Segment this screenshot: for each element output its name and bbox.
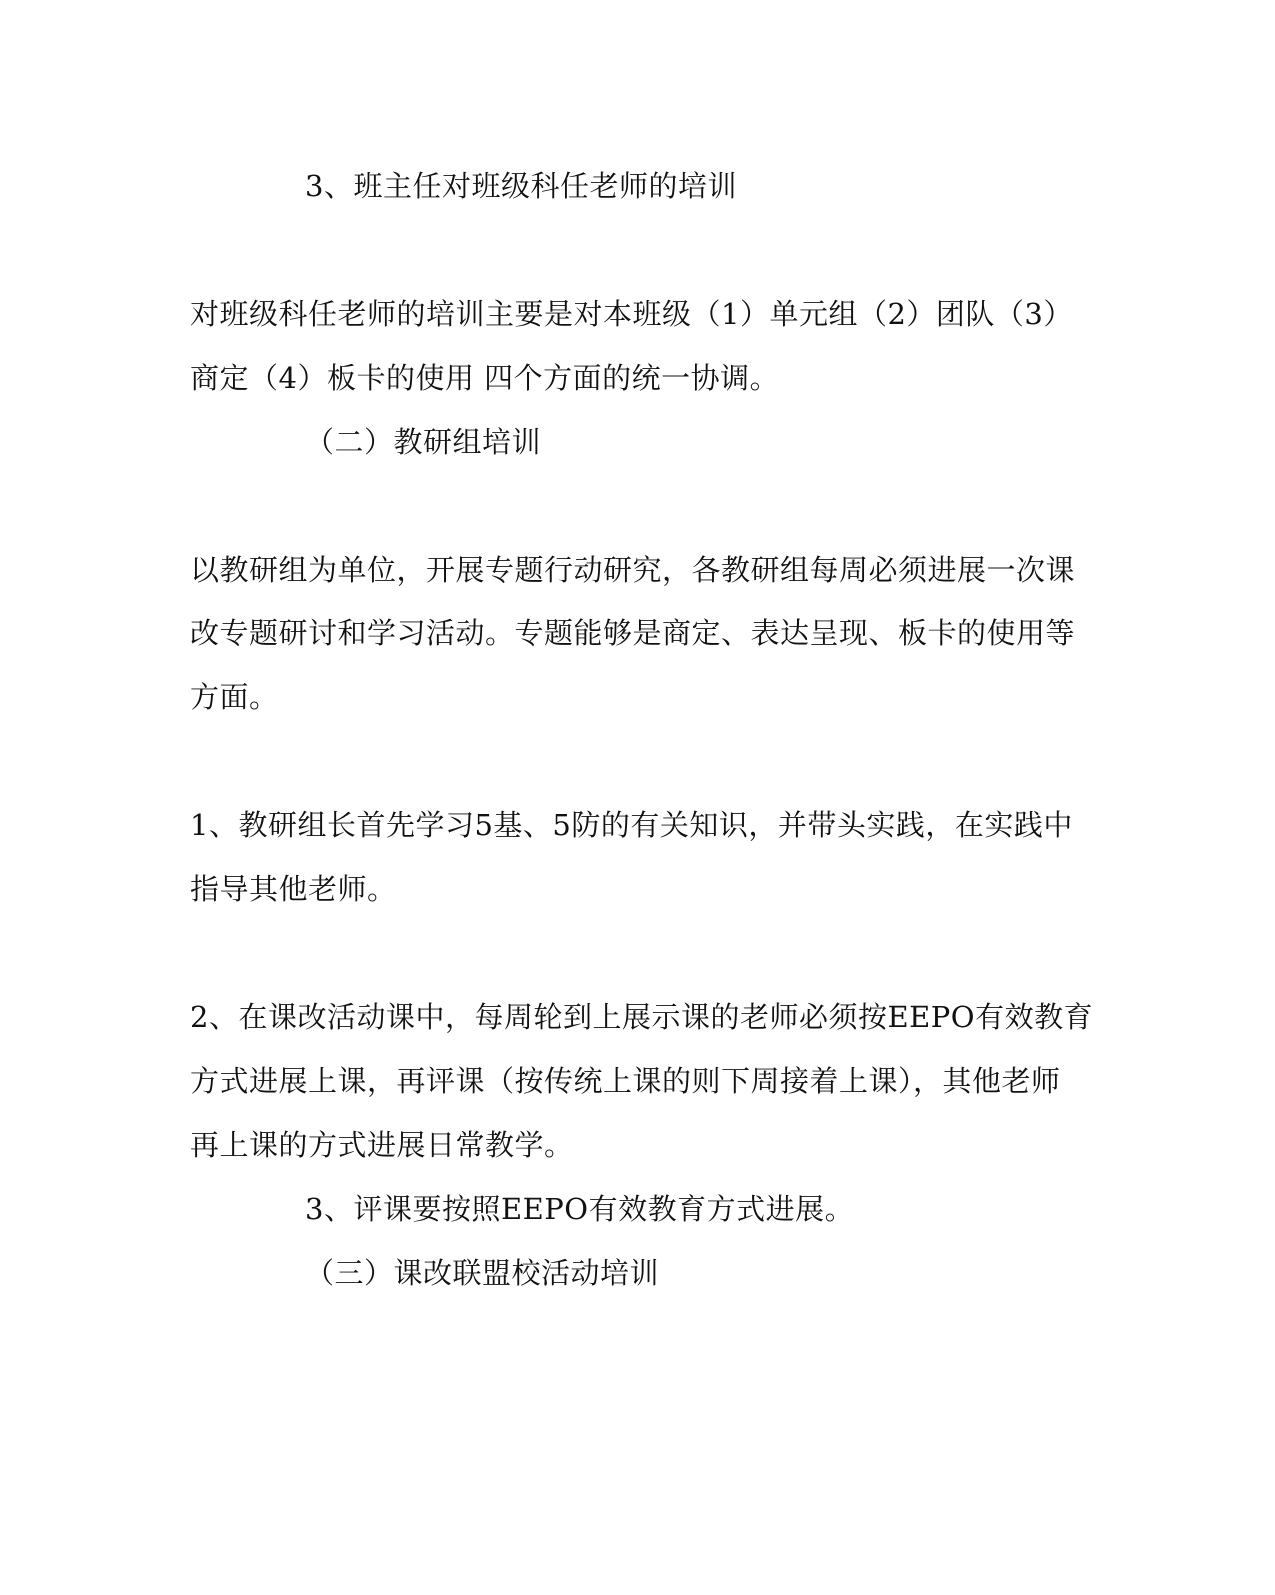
list-item-1-continued: 指导其他老师。	[190, 872, 397, 906]
paragraph-line: 商定（4）板卡的使用 四个方面的统一协调。	[190, 361, 780, 395]
heading-alliance-school-training: （三）课改联盟校活动培训	[305, 1256, 660, 1290]
paragraph-line: 方面。	[190, 680, 279, 714]
heading-research-group-training: （二）教研组培训	[305, 425, 542, 459]
list-item-2: 2、在课改活动课中，每周轮到上展示课的老师必须按EEPO有效教育	[190, 1000, 1094, 1034]
paragraph-line: 对班级科任老师的培训主要是对本班级（1）单元组（2）团队（3）	[190, 297, 1073, 331]
list-item-2-continued: 方式进展上课，再评课（按传统上课的则下周接着上课），其他老师	[190, 1064, 1061, 1098]
list-item-2-continued: 再上课的方式进展日常教学。	[190, 1128, 574, 1162]
list-item-3: 3、评课要按照EEPO有效教育方式进展。	[305, 1192, 855, 1226]
paragraph-line: 改专题研讨和学习活动。专题能够是商定、表达呈现、板卡的使用等	[190, 616, 1076, 650]
list-item-1: 1、教研组长首先学习5基、5防的有关知识，并带头实践，在实践中	[190, 808, 1073, 842]
heading-class-teacher-training: 3、班主任对班级科任老师的培训	[305, 169, 737, 203]
paragraph-line: 以教研组为单位，开展专题行动研究，各教研组每周必须进展一次课	[190, 553, 1076, 587]
